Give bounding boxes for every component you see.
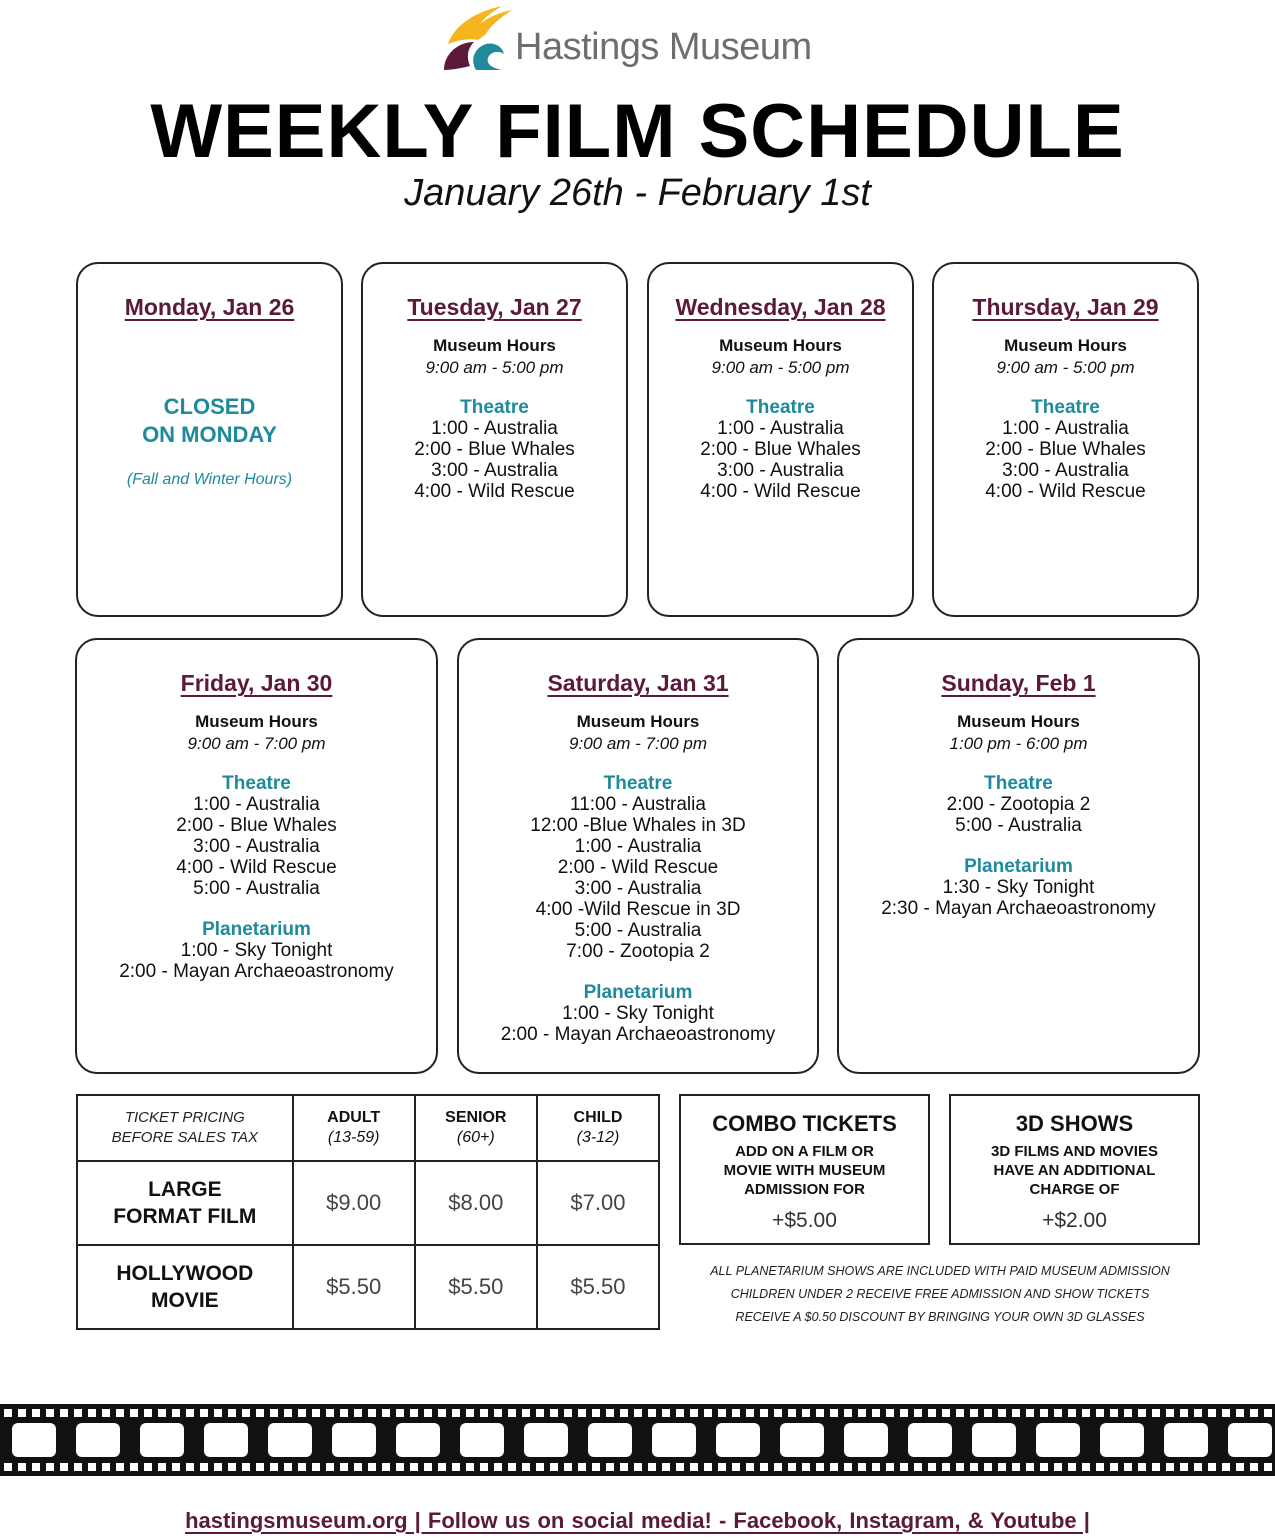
day-heading: Friday, Jan 30 (180, 670, 333, 696)
hours-label: Museum Hours (576, 712, 700, 731)
theatre-heading: Theatre (1031, 397, 1100, 418)
showtime: 1:00 - Sky Tonight (562, 1003, 714, 1024)
showtime: 3:00 - Australia (193, 836, 320, 857)
hours-label: Museum Hours (1004, 336, 1127, 355)
hours-value: 9:00 am - 7:00 pm (187, 734, 326, 753)
day-heading: Monday, Jan 26 (124, 294, 295, 320)
theatre-heading: Theatre (222, 773, 291, 794)
table-row (77, 1245, 659, 1329)
showtime: 2:00 - Blue Whales (985, 439, 1146, 460)
day-card-wednesday (647, 262, 914, 617)
column-name: ADULT (327, 1109, 381, 1126)
showtime: 5:00 - Australia (193, 878, 320, 899)
showtime: 11:00 - Australia (570, 794, 706, 815)
note-line: RECEIVE A $0.50 DISCOUNT BY BRINGING YOUR OWN 3D GLASSES (735, 1310, 1145, 1324)
pricing-note-line: BEFORE SALES TAX (111, 1129, 259, 1146)
column-name: SENIOR (445, 1109, 507, 1126)
hours-value: 9:00 am - 5:00 pm (425, 358, 564, 377)
combo-desc (681, 1142, 928, 1199)
footer-links[interactable]: hastingsmuseum.org | Follow us on social media! - Facebook, Instagram, & Youtube | (185, 1508, 1090, 1533)
day-heading: Tuesday, Jan 27 (407, 294, 582, 320)
pricing-note-line: TICKET PRICING (124, 1109, 245, 1126)
filmstrip-decoration (0, 1404, 1275, 1476)
row-label-cell (77, 1245, 293, 1329)
row-label: MOVIE (150, 1289, 219, 1312)
price-cell: $5.50 (537, 1245, 659, 1329)
price-cell: $8.00 (415, 1161, 537, 1245)
theatre-heading: Theatre (460, 397, 529, 418)
showtime: 4:00 - Wild Rescue (414, 481, 575, 502)
showtime: 4:00 - Wild Rescue (176, 857, 337, 878)
table-header-row (77, 1095, 659, 1161)
desc-line: 3D FILMS AND MOVIES (991, 1143, 1158, 1160)
price-cell: $5.50 (415, 1245, 537, 1329)
price-cell: $9.00 (293, 1161, 415, 1245)
page-title: WEEKLY FILM SCHEDULE (150, 89, 1125, 174)
desc-line: ADMISSION FOR (744, 1181, 865, 1198)
hours-label: Museum Hours (719, 336, 842, 355)
desc-line: MOVIE WITH MUSEUM (723, 1162, 886, 1179)
showtime: 2:00 - Zootopia 2 (946, 794, 1091, 815)
column-ages: (3-12) (576, 1129, 620, 1146)
logo-text: Hastings Museum (515, 26, 812, 68)
museum-logo (440, 4, 840, 80)
theatre-heading: Theatre (984, 773, 1053, 794)
showtime: 4:00 - Wild Rescue (985, 481, 1146, 502)
column-header-child (537, 1095, 659, 1161)
showtime: 1:00 - Australia (431, 418, 558, 439)
note-line: CHILDREN UNDER 2 RECEIVE FREE ADMISSION AND SHOW TICKETS (730, 1287, 1150, 1301)
3d-price: +$2.00 (1042, 1209, 1107, 1232)
hours-value: 9:00 am - 7:00 pm (569, 734, 707, 753)
hours-label: Museum Hours (433, 336, 556, 355)
showtime: 1:00 - Australia (193, 794, 320, 815)
showtime: 4:00 -Wild Rescue in 3D (535, 899, 741, 920)
column-name: CHILD (573, 1109, 623, 1126)
hours-value: 9:00 am - 5:00 pm (996, 358, 1135, 377)
hours-value: 1:00 pm - 6:00 pm (949, 734, 1088, 753)
column-ages: (13-59) (327, 1129, 380, 1146)
desc-line: ADD ON A FILM OR (735, 1143, 874, 1160)
day-heading: Wednesday, Jan 28 (675, 294, 886, 320)
showtime: 2:00 - Wild Rescue (557, 857, 719, 878)
combo-price: +$5.00 (772, 1209, 837, 1232)
day-card-thursday (932, 262, 1199, 617)
hours-value: 9:00 am - 5:00 pm (711, 358, 850, 377)
showtime: 2:00 - Mayan Archaeoastronomy (500, 1024, 776, 1045)
3d-title: 3D SHOWS (1015, 1111, 1134, 1136)
filmstrip-icon (0, 1404, 1275, 1476)
showtime: 2:30 - Mayan Archaeoastronomy (881, 898, 1156, 919)
row-label-cell (77, 1161, 293, 1245)
showtime: 1:00 - Sky Tonight (180, 940, 333, 961)
price-cell: $7.00 (537, 1161, 659, 1245)
ticket-pricing-table (76, 1094, 660, 1330)
showtime: 1:00 - Australia (1002, 418, 1129, 439)
showtime: 3:00 - Australia (1002, 460, 1129, 481)
showtime: 3:00 - Australia (717, 460, 844, 481)
row-label: HOLLYWOOD (116, 1262, 254, 1285)
showtime: 2:00 - Blue Whales (700, 439, 861, 460)
showtime: 1:30 - Sky Tonight (942, 877, 1095, 898)
showtime: 7:00 - Zootopia 2 (566, 941, 710, 962)
pricing-note-cell (77, 1095, 293, 1161)
day-card-sunday (837, 638, 1200, 1074)
row-label: FORMAT FILM (113, 1205, 257, 1228)
hours-label: Museum Hours (957, 712, 1080, 731)
showtime: 2:00 - Mayan Archaeoastronomy (119, 961, 394, 982)
desc-line: CHARGE OF (1029, 1181, 1120, 1198)
showtime: 1:00 - Australia (574, 836, 702, 857)
day-heading: Thursday, Jan 29 (972, 294, 1159, 320)
showtime: 5:00 - Australia (955, 815, 1082, 836)
closed-notice (78, 393, 341, 449)
closed-line: CLOSED (163, 394, 256, 419)
combo-title: COMBO TICKETS (712, 1111, 897, 1136)
day-card-friday (75, 638, 438, 1074)
3d-desc (951, 1142, 1198, 1199)
theatre-heading: Theatre (603, 773, 673, 794)
combo-tickets-box (679, 1094, 930, 1245)
fine-print (680, 1260, 1200, 1329)
day-heading: Saturday, Jan 31 (547, 670, 729, 696)
planetarium-heading: Planetarium (583, 982, 693, 1003)
hours-label: Museum Hours (195, 712, 318, 731)
day-heading: Sunday, Feb 1 (941, 670, 1096, 696)
showtime: 2:00 - Blue Whales (414, 439, 575, 460)
row-label: LARGE (148, 1178, 222, 1201)
showtime: 4:00 - Wild Rescue (700, 481, 861, 502)
column-ages: (60+) (456, 1129, 495, 1146)
day-card-monday (76, 262, 343, 617)
desc-line: HAVE AN ADDITIONAL (993, 1162, 1156, 1179)
showtime: 5:00 - Australia (574, 920, 702, 941)
price-cell: $5.50 (293, 1245, 415, 1329)
showtime: 12:00 -Blue Whales in 3D (530, 815, 746, 836)
column-header-senior (415, 1095, 537, 1161)
planetarium-heading: Planetarium (964, 856, 1073, 877)
day-card-saturday (457, 638, 819, 1074)
showtime: 1:00 - Australia (717, 418, 844, 439)
hand-logo-icon (440, 4, 520, 80)
closed-line: ON MONDAY (142, 422, 277, 447)
showtime: 2:00 - Blue Whales (176, 815, 337, 836)
showtime: 3:00 - Australia (431, 460, 558, 481)
day-card-tuesday (361, 262, 628, 617)
planetarium-heading: Planetarium (202, 919, 311, 940)
column-header-adult (293, 1095, 415, 1161)
closed-note: (Fall and Winter Hours) (126, 471, 293, 488)
table-row (77, 1161, 659, 1245)
page-subtitle: January 26th - February 1st (404, 172, 871, 214)
theatre-heading: Theatre (746, 397, 815, 418)
3d-shows-box (949, 1094, 1200, 1245)
note-line: ALL PLANETARIUM SHOWS ARE INCLUDED WITH PAID MUSEUM ADMISSION (710, 1264, 1170, 1278)
showtime: 3:00 - Australia (574, 878, 702, 899)
